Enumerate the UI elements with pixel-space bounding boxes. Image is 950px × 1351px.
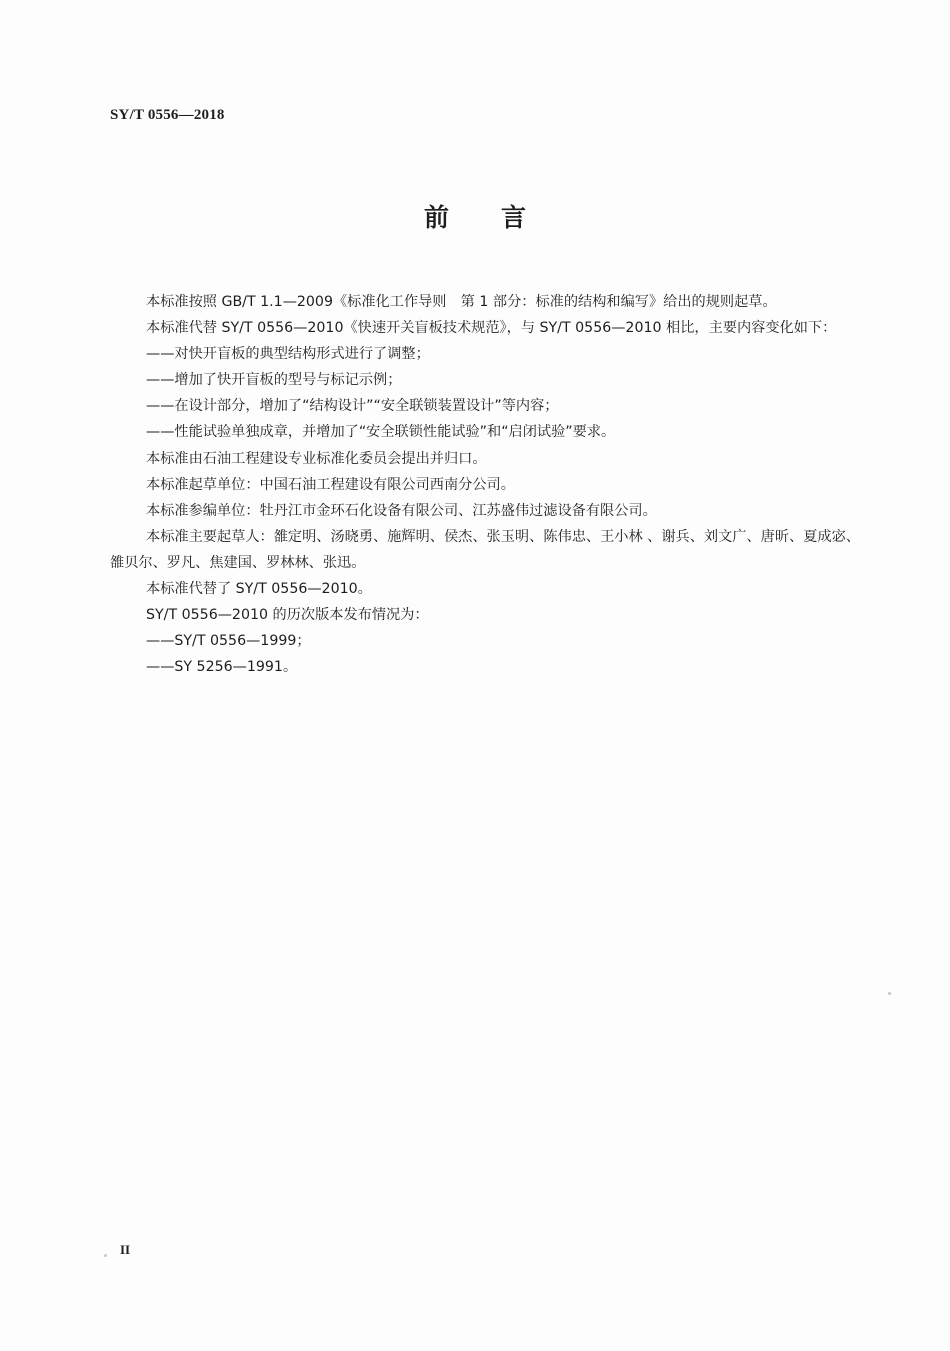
foreword-body — [110, 289, 860, 680]
paragraph-drafting-unit: 本标准起草单位：中国石油工程建设有限公司西南分公司。 — [146, 476, 515, 493]
history-item: ——SY/T 0556—1999； — [146, 633, 311, 650]
title-part-1: 前 — [423, 203, 449, 232]
change-item: ——对快开盲板的典型结构形式进行了调整； — [146, 346, 430, 363]
paragraph-drafters: 本标准主要起草人：雒定明、汤晓勇、施辉明、侯杰、张玉明、陈伟忠、王小林 、谢兵、刘文广、唐昕、夏成宓、雒贝尔、罗凡、焦建国、罗林林、张迅。 — [110, 528, 860, 571]
paragraph-replacement: 本标准代替 SY/T 0556—2010《快速开关盲板技术规范》，与 SY/T 0556—2010 相比，主要内容变化如下： — [146, 320, 837, 337]
title-part-2: 言 — [501, 203, 527, 232]
paragraph-participating-units: 本标准参编单位：牡丹江市金环石化设备有限公司、江苏盛伟过滤设备有限公司。 — [146, 502, 657, 519]
history-item: ——SY 5256—1991。 — [146, 659, 298, 676]
paragraph-drafting-rules: 本标准按照 GB/T 1.1—2009《标准化工作导则 第 1 部分：标准的结构和编写》给出的规则起草。 — [146, 294, 777, 310]
scan-speck — [888, 992, 891, 995]
paragraph-proposer: 本标准由石油工程建设专业标准化委员会提出并归口。 — [146, 450, 487, 467]
page-title — [0, 198, 950, 234]
standard-number: SY/T 0556—2018 — [110, 107, 225, 123]
paragraph-supersedes: 本标准代替了 SY/T 0556—2010。 — [146, 581, 372, 598]
page-number: II — [120, 1242, 131, 1257]
change-item: ——在设计部分，增加了“结构设计”“安全联锁装置设计”等内容； — [146, 398, 559, 415]
paragraph-history-intro: SY/T 0556—2010 的历次版本发布情况为： — [146, 607, 429, 624]
change-item: ——性能试验单独成章，并增加了“安全联锁性能试验”和“启闭试验”要求。 — [146, 424, 616, 441]
change-item: ——增加了快开盲板的型号与标记示例； — [146, 372, 402, 389]
scan-speck — [104, 1254, 107, 1257]
